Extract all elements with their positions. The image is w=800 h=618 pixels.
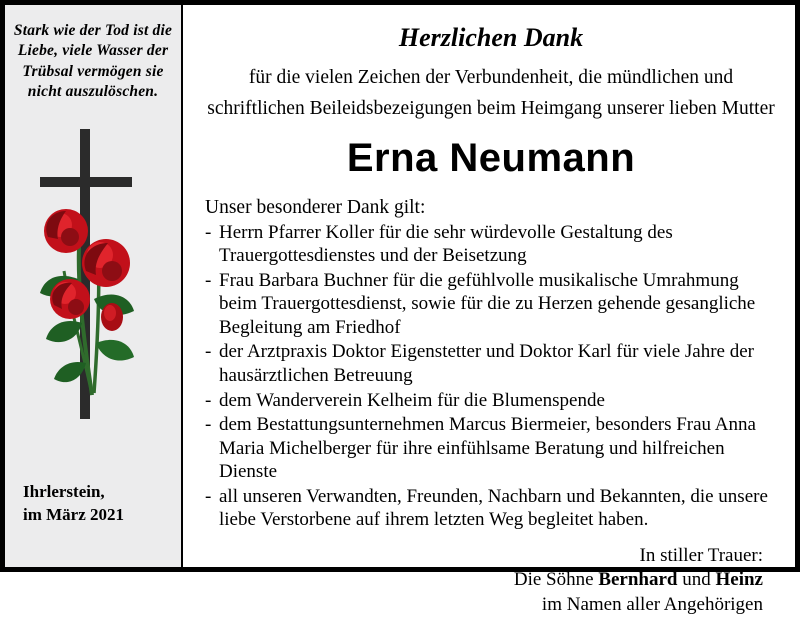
sidebar-panel bbox=[5, 5, 183, 567]
special-thanks-label: Unser besonderer Dank gilt: bbox=[205, 196, 426, 218]
bullet-marker: - bbox=[205, 269, 212, 291]
list-item-text: all unseren Verwandten, Freunden, Nachbarn und Bekannten, die unsere liebe Verstorbene auf ihrem letzten Weg begleitet haben. bbox=[219, 485, 768, 531]
son-name-second: Heinz bbox=[715, 569, 763, 591]
roses-bouquet-icon bbox=[20, 167, 166, 417]
closing-block bbox=[205, 544, 777, 618]
bullet-marker: - bbox=[205, 221, 212, 243]
intro-line-2: schriftlichen Beileidsbezeigungen beim Heimgang unserer lieben Mutter bbox=[207, 98, 775, 120]
bullet-marker: - bbox=[205, 389, 212, 411]
page-title: Herzlichen Dank bbox=[398, 23, 584, 52]
list-item bbox=[205, 340, 777, 387]
list-item bbox=[205, 413, 777, 484]
place-and-date bbox=[23, 481, 124, 527]
main-content bbox=[183, 5, 795, 616]
sons-conjunction: und bbox=[677, 569, 716, 591]
list-item-text: dem Wanderverein Kelheim für die Blumenspende bbox=[219, 389, 605, 411]
list-item bbox=[205, 485, 777, 532]
sons-label: Die Söhne bbox=[513, 569, 599, 591]
thanks-list bbox=[205, 221, 777, 532]
son-name-first: Bernhard bbox=[598, 569, 678, 591]
closing-line-2 bbox=[205, 568, 763, 593]
closing-line-1: In stiller Trauer: bbox=[639, 544, 763, 566]
bullet-marker: - bbox=[205, 485, 212, 507]
closing-line-3: im Namen aller Angehörigen bbox=[541, 594, 763, 616]
date-line: im März 2021 bbox=[23, 505, 125, 525]
list-item bbox=[205, 389, 777, 413]
memorial-verse: Stark wie der Tod ist die Liebe, viele Wasser der Trübsal vermögen sie nicht auszulöschen. bbox=[13, 22, 173, 101]
list-item-text: der Arztpraxis Doktor Eigenstetter und Doktor Karl für viele Jahre der hausärztlichen Betreuung bbox=[219, 341, 754, 386]
bullet-marker: - bbox=[205, 414, 212, 436]
list-item bbox=[205, 221, 777, 268]
intro-line-1: für die vielen Zeichen der Verbundenheit, die mündlichen und bbox=[248, 67, 734, 88]
place-line: Ihrlerstein, bbox=[23, 482, 105, 502]
list-item-text: Herrn Pfarrer Koller für die sehr würdevolle Gestaltung des Trauergottesdienstes und der Beisetzung bbox=[219, 221, 673, 267]
list-item bbox=[205, 269, 777, 340]
cross-with-roses-emblem bbox=[18, 121, 168, 421]
list-item-text: Frau Barbara Buchner für die gefühlvolle musikalische Umrahmung beim Trauergottesdienst, sowie für die zu Herzen gehende gesangliche Begleitung am Friedhof bbox=[219, 269, 756, 338]
list-item-text: dem Bestattungsunternehmen Marcus Biermeier, besonders Frau Anna Maria Michelberger für ihre einfühlsame Beratung und hilfreichen Dienste bbox=[219, 414, 756, 483]
bullet-marker: - bbox=[205, 341, 212, 363]
deceased-name: Erna Neumann bbox=[346, 135, 636, 180]
